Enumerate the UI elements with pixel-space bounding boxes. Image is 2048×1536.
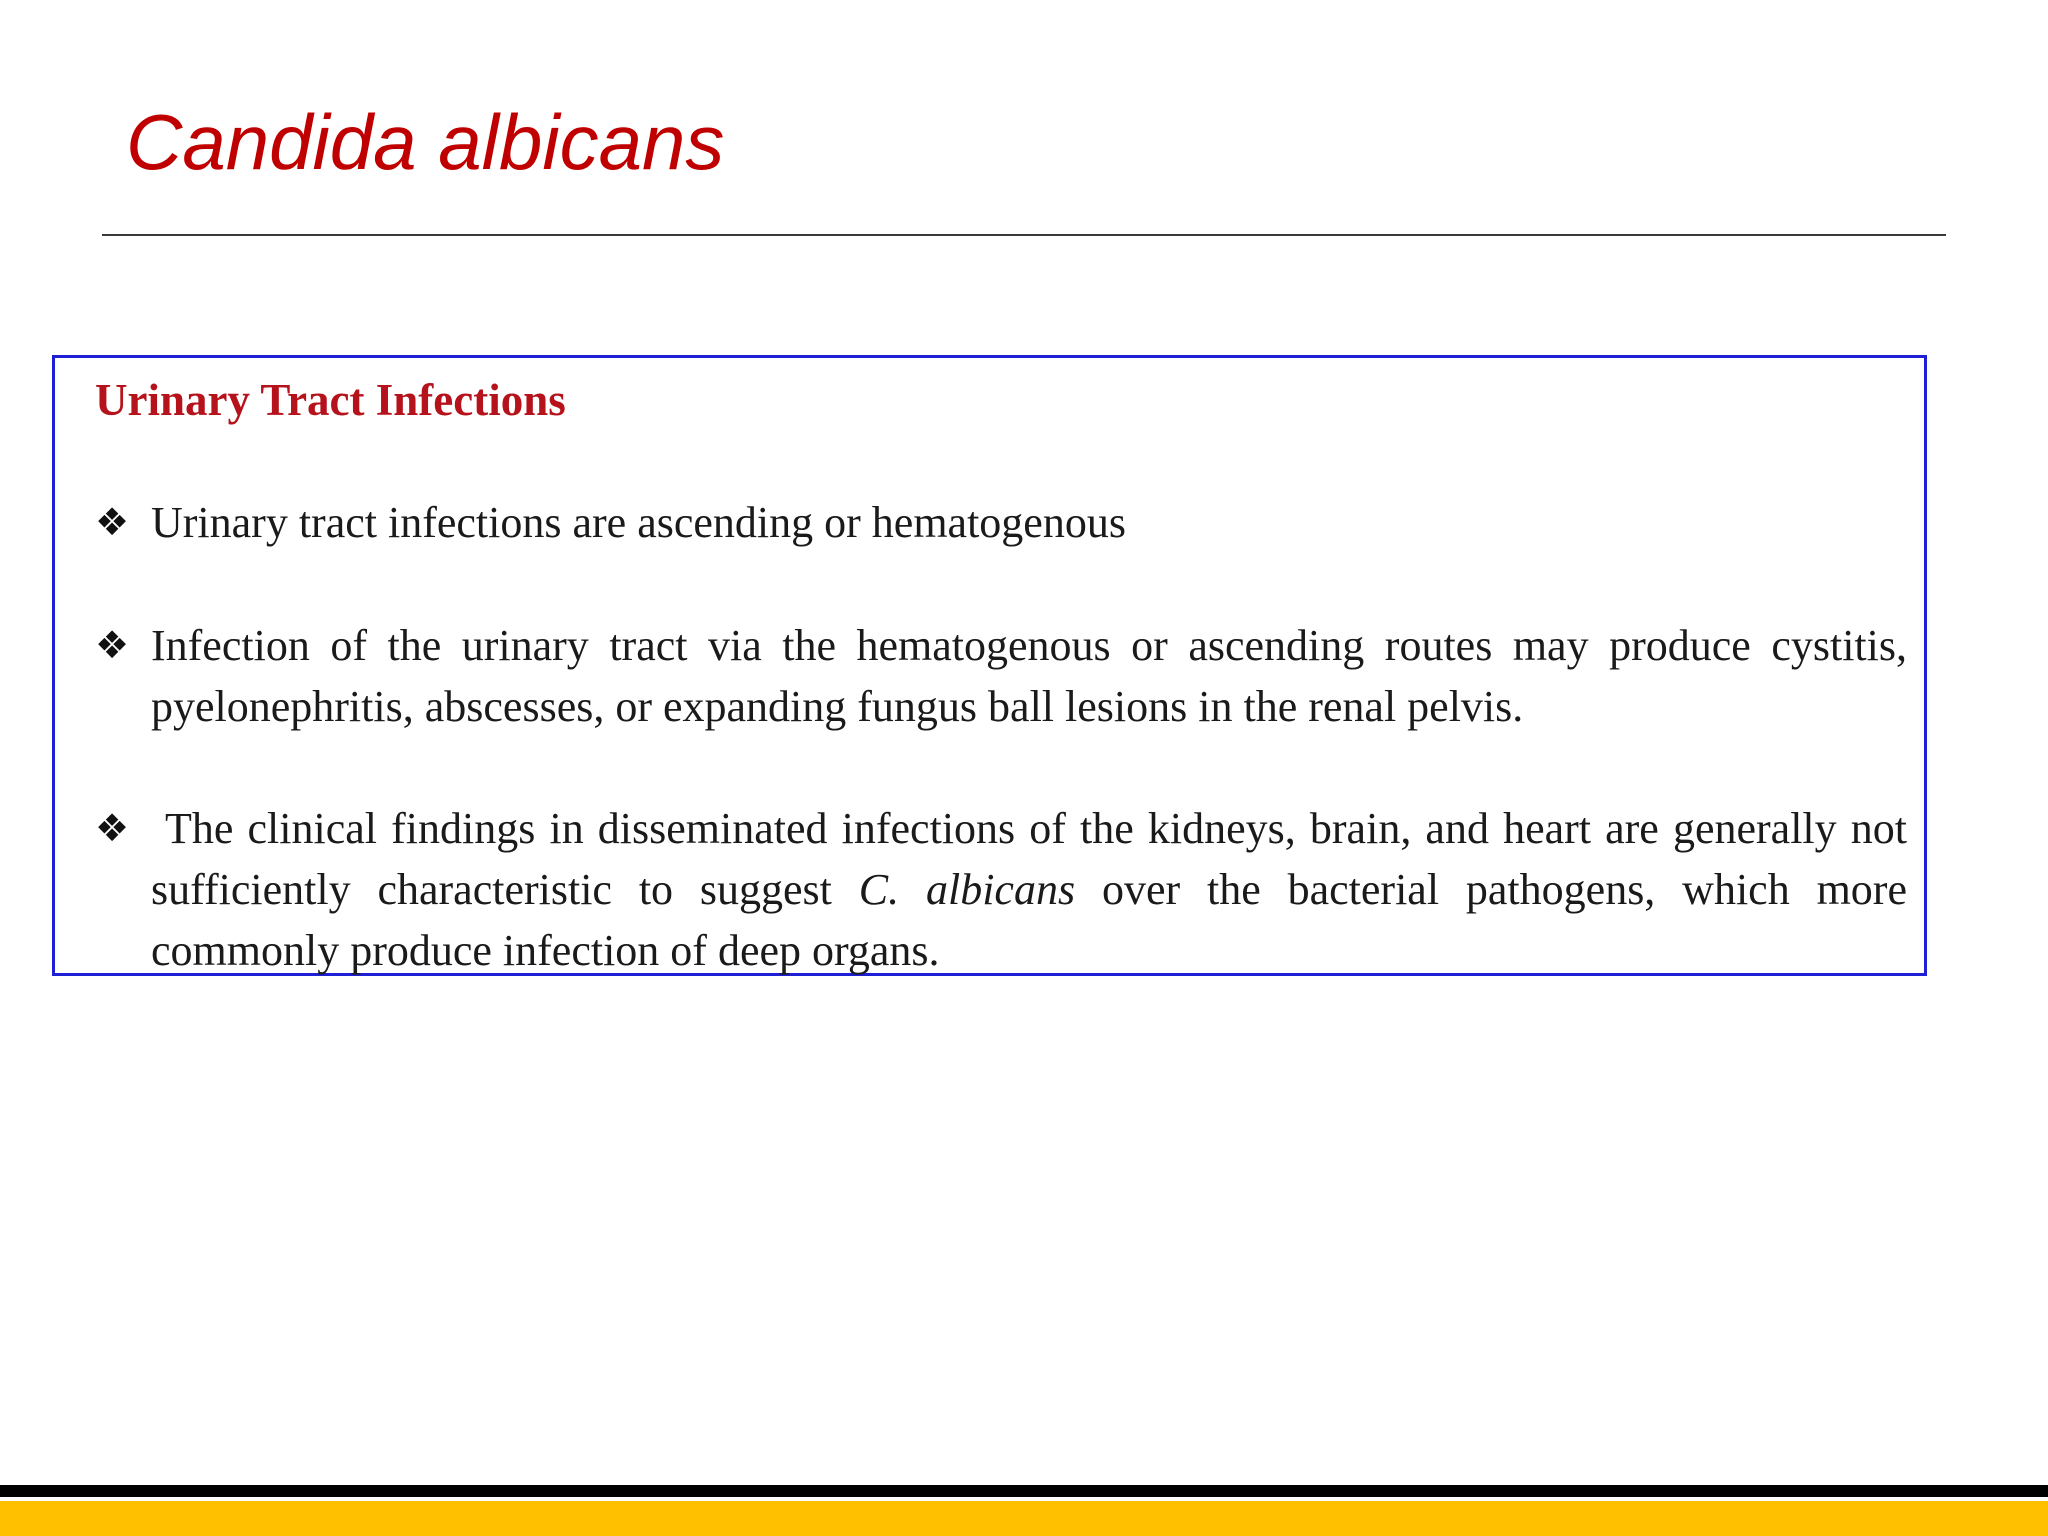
diamond-bullet-icon: ❖ <box>95 500 130 544</box>
diamond-bullet-icon: ❖ <box>95 806 130 850</box>
bullet-text-start: The clinical findings in disseminated infections of the kidneys, brain, and heart are generally not sufficiently characteristic to suggest <box>151 804 1907 914</box>
bullet-text: Urinary tract infections are ascending or hematogenous <box>151 498 1126 547</box>
bullet-text-end: over the bacterial pathogens, which more commonly produce infection of deep organs. <box>151 865 1907 975</box>
bullet-item <box>95 615 1907 737</box>
footer-black-stripe <box>0 1485 2048 1497</box>
bullet-text: Infection of the urinary tract via the hematogenous or ascending routes may produce cystitis, pyelonephritis, abscesses, or expanding fungus ball lesions in the renal pelvis. <box>151 621 1907 731</box>
bullet-item <box>95 492 1907 553</box>
diamond-bullet-icon: ❖ <box>95 623 130 667</box>
title-divider <box>102 234 1946 236</box>
footer-gold-stripe <box>0 1501 2048 1536</box>
bullet-item <box>95 798 1907 981</box>
section-heading: Urinary Tract Infections <box>95 375 566 425</box>
bullet-text <box>151 798 1907 981</box>
species-name-italic: C. albicans <box>858 865 1076 914</box>
slide-title: Candida albicans <box>126 98 725 186</box>
